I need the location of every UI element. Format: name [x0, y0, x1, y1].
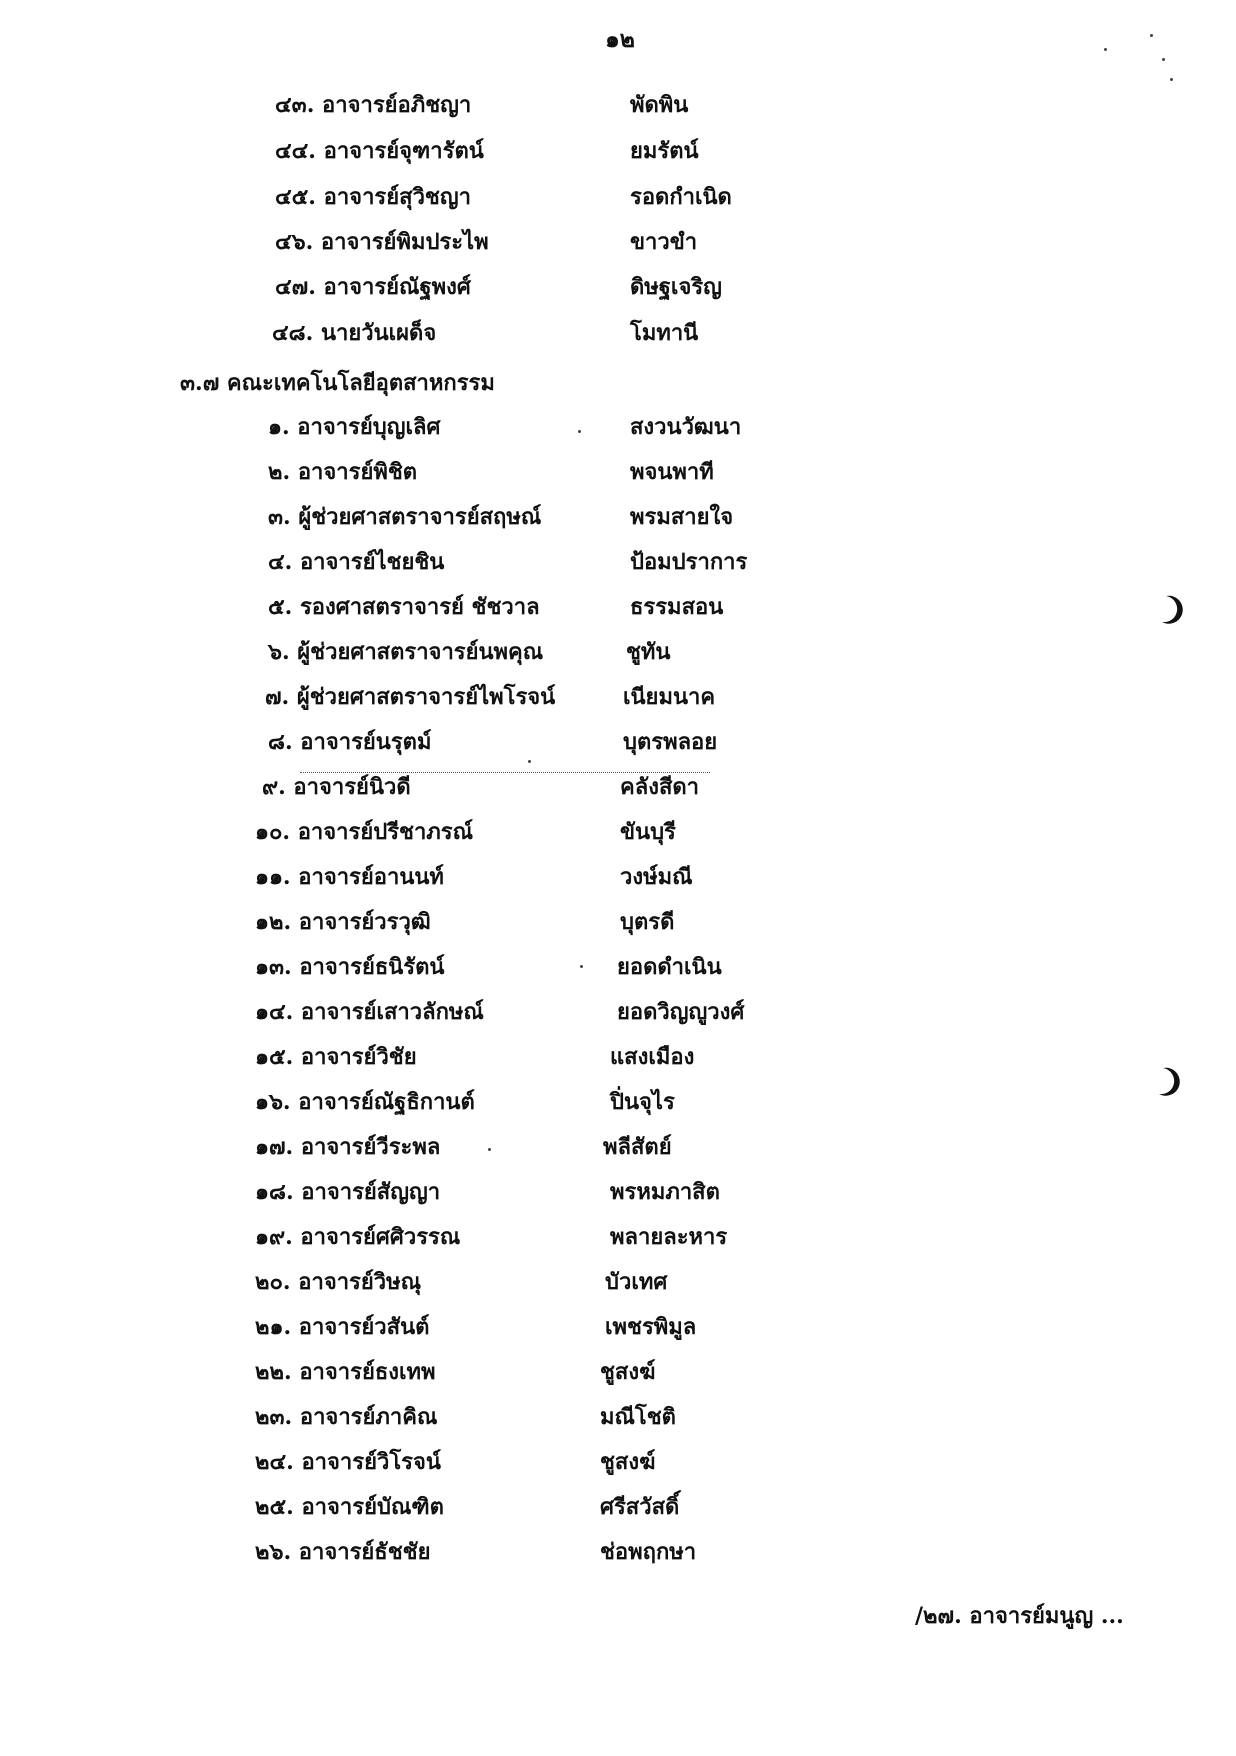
member-surname: ชูสงฆ์ [600, 1449, 656, 1475]
member-surname: สงวนวัฒนา [630, 414, 742, 440]
member-surname: ศรีสวัสดิ์ [600, 1494, 680, 1520]
member-surname: พัดพิน [630, 92, 689, 118]
member-name: ๑๙. อาจารย์ศศิวรรณ [255, 1224, 461, 1250]
member-name: ๔๕. อาจารย์สุวิชญา [275, 184, 471, 210]
member-name: ๒๑. อาจารย์วสันต์ [255, 1314, 430, 1340]
member-name: ๓. ผู้ช่วยศาสตราจารย์สฤษณ์ [268, 504, 542, 530]
member-surname: ชูทัน [626, 639, 671, 665]
member-name: ๒๒. อาจารย์ธงเทพ [255, 1359, 436, 1385]
member-name: ๔๘. นายวันเผด็จ [272, 320, 437, 346]
member-name: ๕. รองศาสตราจารย์ ชัชวาล [268, 594, 540, 620]
member-name: ๑๕. อาจารย์วิชัย [255, 1044, 417, 1070]
member-name: ๒๐. อาจารย์วิษณุ [255, 1269, 422, 1295]
member-surname: ป้อมปราการ [630, 549, 748, 575]
scan-speck [1150, 34, 1153, 37]
scan-speck [1170, 78, 1173, 81]
member-name: ๑๔. อาจารย์เสาวลักษณ์ [255, 999, 484, 1025]
member-surname: ชูสงฆ์ [600, 1359, 656, 1385]
member-surname: โมทานี [630, 320, 699, 346]
scan-speck [488, 1148, 491, 1151]
member-name: ๑๑. อาจารย์อานนท์ [255, 864, 444, 890]
member-name: ๔. อาจารย์ไชยชิน [268, 549, 445, 575]
member-surname: ยมรัตน์ [630, 138, 699, 164]
member-name: ๑๖. อาจารย์ณัฐธิกานต์ [255, 1089, 475, 1115]
section-heading: ๓.๗ คณะเทคโนโลยีอุตสาหกรรม [180, 370, 495, 396]
binder-hole-mark [1155, 1066, 1181, 1098]
member-name: ๙. อาจารย์นิวดี [262, 774, 411, 800]
member-name: ๒. อาจารย์พิชิต [268, 459, 418, 485]
member-name: ๑๘. อาจารย์สัญญา [255, 1179, 441, 1205]
member-surname: วงษ์มณี [620, 864, 693, 890]
member-name: ๒๔. อาจารย์วิโรจน์ [255, 1449, 441, 1475]
member-surname: ขาวขำ [630, 229, 698, 255]
member-surname: คลังสีดา [620, 774, 700, 800]
scan-speck [1104, 48, 1107, 51]
member-surname: ยอดดำเนิน [617, 954, 722, 980]
member-name: ๑๓. อาจารย์ธนิรัตน์ [255, 954, 445, 980]
scan-speck [578, 430, 581, 433]
member-name: ๗. ผู้ช่วยศาสตราจารย์ไพโรจน์ [265, 684, 556, 710]
member-surname: เพชรพิมูล [605, 1314, 697, 1340]
member-surname: พจนพาที [630, 459, 714, 485]
member-surname: รอดกำเนิด [630, 184, 732, 210]
dotted-divider [300, 772, 710, 773]
member-name: ๒๓. อาจารย์ภาคิณ [255, 1404, 438, 1430]
member-name: ๒๖. อาจารย์ธัชชัย [255, 1539, 431, 1565]
member-surname: ปิ่นจุไร [610, 1089, 675, 1115]
member-surname: เนียมนาค [623, 684, 716, 710]
member-surname: ยอดวิญญูวงศ์ [617, 999, 745, 1025]
binder-hole-mark [1158, 594, 1184, 626]
member-surname: พลายละหาร [610, 1224, 728, 1250]
member-surname: พลีสัตย์ [603, 1134, 672, 1160]
member-surname: ธรรมสอน [630, 594, 724, 620]
scan-speck [580, 965, 583, 968]
member-surname: พรหมภาสิต [610, 1179, 720, 1205]
member-surname: บุตรดี [620, 909, 675, 935]
member-surname: แสงเมือง [610, 1044, 695, 1070]
member-surname: บัวเทศ [605, 1269, 668, 1295]
member-name: ๘. อาจารย์นรุตม์ [268, 729, 432, 755]
member-name: ๑๗. อาจารย์วีระพล [255, 1134, 441, 1160]
page-number: ๑๒ [605, 26, 635, 53]
member-name: ๔๗. อาจารย์ณัฐพงศ์ [275, 274, 471, 300]
scan-speck [1162, 58, 1165, 61]
member-surname: มณีโชติ [600, 1404, 676, 1430]
member-name: ๔๓. อาจารย์อภิชญา [275, 92, 472, 118]
scan-speck [528, 760, 531, 763]
continuation-note: /๒๗. อาจารย์มนูญ ... [915, 1603, 1124, 1629]
member-surname: ดิษฐเจริญ [630, 274, 722, 300]
member-name: ๔๖. อาจารย์พิมประไพ [275, 229, 489, 255]
member-surname: บุตรพลอย [623, 729, 718, 755]
member-name: ๑๐. อาจารย์ปรีชาภรณ์ [255, 819, 474, 845]
member-name: ๖. ผู้ช่วยศาสตราจารย์นพคุณ [268, 639, 544, 665]
member-surname: ขันบุรี [620, 819, 676, 845]
member-surname: ช่อพฤกษา [600, 1539, 697, 1565]
member-name: ๑๒. อาจารย์วรวุฒิ [255, 909, 431, 935]
member-name: ๒๕. อาจารย์บัณฑิต [255, 1494, 444, 1520]
member-name: ๔๔. อาจารย์จุฑารัตน์ [275, 138, 484, 164]
member-name: ๑. อาจารย์บุญเลิศ [268, 414, 441, 440]
member-surname: พรมสายใจ [630, 504, 734, 530]
